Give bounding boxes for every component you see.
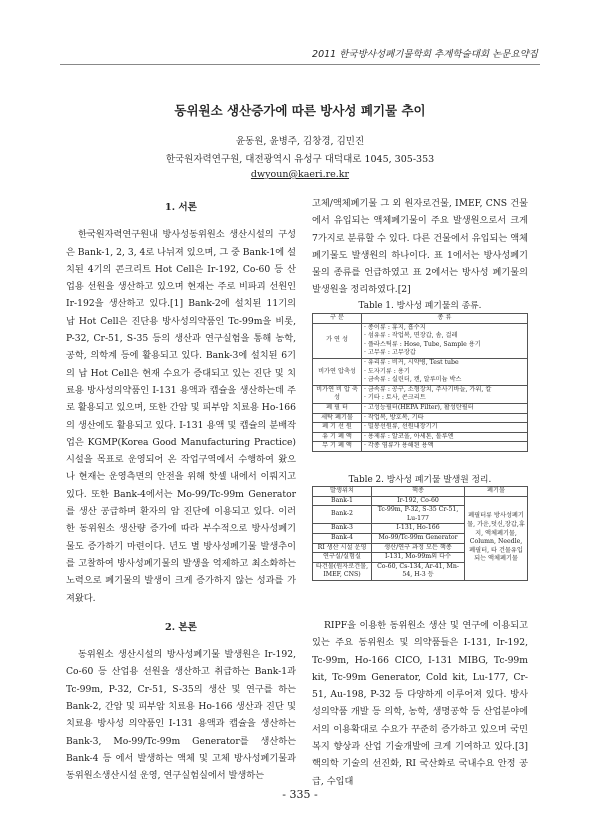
table2-location-cell: Bank-1 bbox=[313, 496, 372, 506]
table2-nuclide-cell: Tc-99m, P-32, S-35 Cr-51, Lu-177 bbox=[372, 506, 465, 524]
table1-body bbox=[313, 323, 528, 451]
table1-item: · 밀봉선원류, 선원내장기기 bbox=[364, 423, 438, 431]
right-paragraph-2: RIPF을 이용한 동위원소 생산 및 연구에 이용되고 있는 주요 동위원소 및 의약품들은 I-131, Ir-192, Tc-99m, Ho-166 CICO, I-131 MIBG, Tc-99m kit, Tc-99m Generator, Cold kit, Lu-177, Cr-51, Au-198, P-32 등 다양하게 이루어져 있다. 방사성의약품 개발 등 의학, 농학, 생명공학 등 산업분야에서의 이용확대로 수요가 꾸준히 증가하고 있으며 국민복지 향상과 산업 기술개발에 크게 기여하고 있다.[3] 핵의학 기술의 선진화, RI 국산화로 국내수요 안정 공급, 수입대 bbox=[312, 620, 528, 787]
table1-items-cell bbox=[362, 385, 528, 403]
table1-caption: Table 1. 방사성 폐기물의 종류. bbox=[358, 301, 482, 311]
table1-item: · 종이류 : 휴지, 흡수지 bbox=[364, 323, 426, 331]
table1-items-cell bbox=[362, 358, 528, 385]
table2-waste-cell: 폐필터류 방사성폐기물, 가운,덧신,장갑,휴지, 액체폐기물, Column, Needle, 폐필터, 타 건물유입 되는 액체폐기물 bbox=[465, 496, 528, 580]
table1-category-cell: 유 기 폐 액 bbox=[313, 432, 362, 442]
section-heading-intro: 1. 서론 bbox=[165, 202, 197, 213]
table2-location-cell: RI 생산 시설 운영 bbox=[313, 543, 372, 553]
table2-nuclide-cell: 생산/연구 과정 모든 핵종 bbox=[372, 543, 465, 553]
table1-item: · 기타 : 토사, 콘크리트 bbox=[364, 394, 426, 402]
paper-affiliation: 한국원자력연구원, 대전광역시 유성구 대덕대로 1045, 305-353 bbox=[165, 154, 435, 165]
table1 bbox=[312, 313, 528, 452]
table-row bbox=[313, 323, 528, 358]
table-row bbox=[313, 496, 528, 506]
right-column-top bbox=[312, 195, 528, 299]
table1-item: · 용제류 : 알코올, 아세톤, 톨루엔 bbox=[364, 432, 454, 440]
table1-item: · 작업복, 방호복, 기타 bbox=[364, 413, 424, 421]
table-row bbox=[313, 403, 528, 413]
paper-authors: 윤동원, 윤병주, 김창경, 김민진 bbox=[235, 136, 365, 147]
table1-item: · 도자기류 : 용기 bbox=[364, 367, 410, 375]
right-column-bottom bbox=[312, 617, 528, 790]
table1-category-cell: 폐 기 선 원 bbox=[313, 423, 362, 433]
table1-items-cell bbox=[362, 323, 528, 358]
table1-item: · 유리류 : 비커, 시약병, Test tube bbox=[364, 358, 459, 366]
table1-category-cell: 폐 필 터 bbox=[313, 403, 362, 413]
table1-category-cell: 가 연 성 bbox=[313, 323, 362, 358]
table2-location-cell: Bank-2 bbox=[313, 506, 372, 524]
table1-header-type: 종 류 bbox=[362, 314, 528, 324]
table-row bbox=[313, 385, 528, 403]
conference-header: 2011 한국방사성폐기물학회 추계학술대회 논문요약집 bbox=[312, 49, 538, 60]
table1-items-cell bbox=[362, 403, 528, 413]
table2 bbox=[312, 486, 528, 581]
table1-category-cell: 무 기 폐 액 bbox=[313, 442, 362, 452]
table1-items-cell bbox=[362, 432, 528, 442]
body-paragraph: 동위원소 생산시설의 방사성폐기물 발생원은 Ir-192, Co-60 등 산업용 선원을 생산하고 취급하는 Bank-1과 Tc-99m, P-32, Cr-51, S-35의 생산 및 연구를 하는 Bank-2, 간암 및 피부암 치료용 Ho-166 생산과 진단 및 치료용 방사성 의약품인 I-131 용액과 캡슐을 생산하는 Bank-3, Mo-99/Tc-99m Generator를 생산하는 Bank-4 등 에서 발생하는 액체 및 고체 방사성폐기물과 동위원소생산시설 운영, 연구실험실에서 발생하는 bbox=[66, 649, 296, 782]
table2-caption: Table 2. 방사성 폐기물 발생원 정리. bbox=[348, 475, 492, 485]
table2-nuclide-cell: I-131, Mo-99m외 다수 bbox=[372, 553, 465, 563]
table2-header-location: 발생위치 bbox=[313, 487, 372, 497]
table-row bbox=[313, 413, 528, 423]
table2-header-nuclide: 핵종 bbox=[372, 487, 465, 497]
table1-item: · 고성능필터(HEPA Filter), 활성탄필터 bbox=[364, 403, 474, 411]
table1-items-cell bbox=[362, 423, 528, 433]
table1-header-category: 구 분 bbox=[313, 314, 362, 324]
table2-nuclide-cell: Ir-192, Co-60 bbox=[372, 496, 465, 506]
table-row bbox=[313, 432, 528, 442]
paper-email: dwyoun@kaeri.re.kr bbox=[250, 169, 350, 180]
left-column bbox=[66, 195, 296, 785]
table2-location-cell: Bank-3 bbox=[313, 524, 372, 534]
intro-paragraph: 한국원자력연구원내 방사성동위원소 생산시설의 구성은 Bank-1, 2, 3, 4로 나뉘져 있으며, 그 중 Bank-1에 설치된 4기의 콘크리트 Hot Cell은 Ir-192, Co-60 등 산업용 선원을 생산하고 있으며 현재는 주로 비파괴 선원인 Ir-192을 생산하고 있다.[1] Bank-2에 설치된 11기의 납 Hot Cell은 진단용 방사성의약품인 Tc-99m을 비롯, P-32, Cr-51, S-35 등의 생산과 연구실험을 통해 농학, 공학, 의학계 등에 활용되고 있다. Bank-3에 설치된 6기의 납 Hot Cell은 현재 수요가 증대되고 있는 진단 및 치료용 방사성의약품인 I-131 용액과 캡슐을 생산하는데 주로 활용되고 있으며, 또한 간암 및 피부암 치료용 Ho-166의 생산에도 활용되고 있다. I-131 용액 및 캡슐의 분배작업은 KGMP(Korea Good Manufacturing Practice)시설을 목표로 운영되어 온 작업구역에서 수행하여 왔으나 현재는 운영측면의 안전을 위해 핫셀 내에서 이뤄지고 있다. 또한 Bank-4에서는 Mo-99/Tc-99m Generator를 생산 공급하며 환자의 암 진단에 이용되고 있다. 이러한 동위원소 생산량 증가에 따라 부수적으로 방사성폐기물도 증가하기 마련이다. 년도 별 방사성폐기물 발생추이를 고찰하여 방사성폐기물의 발생을 억제하고 최소화하는 노력으로 폐기물의 발생이 크게 증가하지 않는 성과를 가져왔다. bbox=[66, 229, 296, 604]
section-heading-body: 2. 본론 bbox=[165, 621, 197, 633]
header-rule bbox=[60, 64, 540, 65]
table1-category-cell: 비가연 비 압 축 성 bbox=[313, 385, 362, 403]
table1-items-cell bbox=[362, 413, 528, 423]
table-row bbox=[313, 358, 528, 385]
table2-location-cell: 타건물(원자로건물, IMEF, CNS) bbox=[313, 562, 372, 580]
table1-item: · 플라스틱류 : Hose, Tube, Sample 용기 bbox=[364, 340, 481, 348]
right-paragraph-1: 고체/액체폐기물 그 외 원자로건물, IMEF, CNS 건물에서 유입되는 액체폐기물이 주요 발생원으로서 크게 7가지로 분류할 수 있다. 다른 건물에서 유입되는 액체폐기물도 발생원의 하나이다. 표 1에서는 방사성폐기물의 종류를 언급하였고 표 2에서는 방사성 폐기물의 발생원을 정리하였다.[2] bbox=[312, 198, 528, 296]
table1-category-cell: 세탁 폐기물 bbox=[313, 413, 362, 423]
table2-header-waste: 폐기물 bbox=[465, 487, 528, 497]
table2-location-cell: 연구실/실험실 bbox=[313, 553, 372, 563]
table2-nuclide-cell: Mo-99/Tc-99m Generator bbox=[372, 533, 465, 543]
page-number: - 335 - bbox=[282, 788, 318, 801]
table1-item: · 금속류 : 공구, 소형장치, 주사기바늘, 가위, 칼 bbox=[364, 385, 492, 393]
table1-item: · 섬유류 : 작업복, 면장갑, 솜, 걸레 bbox=[364, 332, 458, 340]
table2-body bbox=[313, 496, 528, 580]
table1-category-cell: 비가연 압축성 bbox=[313, 358, 362, 385]
table-row bbox=[313, 423, 528, 433]
table2-location-cell: Bank-4 bbox=[313, 533, 372, 543]
table1-item: · 각종 염류가 용해된 용액 bbox=[364, 442, 434, 450]
paper-title: 동위원소 생산증가에 따른 방사성 폐기물 추이 bbox=[174, 103, 426, 118]
table2-nuclide-cell: I-131, Ho-166 bbox=[372, 524, 465, 534]
table1-item: · 금속류 : 실린더, 캔, 알루미늄 박스 bbox=[364, 376, 462, 384]
table2-nuclide-cell: Co-60, Cs-134, Ar-41, Mn-54, H-3 등 bbox=[372, 562, 465, 580]
table1-item: · 고무류 : 고무장갑 bbox=[364, 349, 416, 357]
table1-items-cell bbox=[362, 442, 528, 452]
table-row bbox=[313, 442, 528, 452]
